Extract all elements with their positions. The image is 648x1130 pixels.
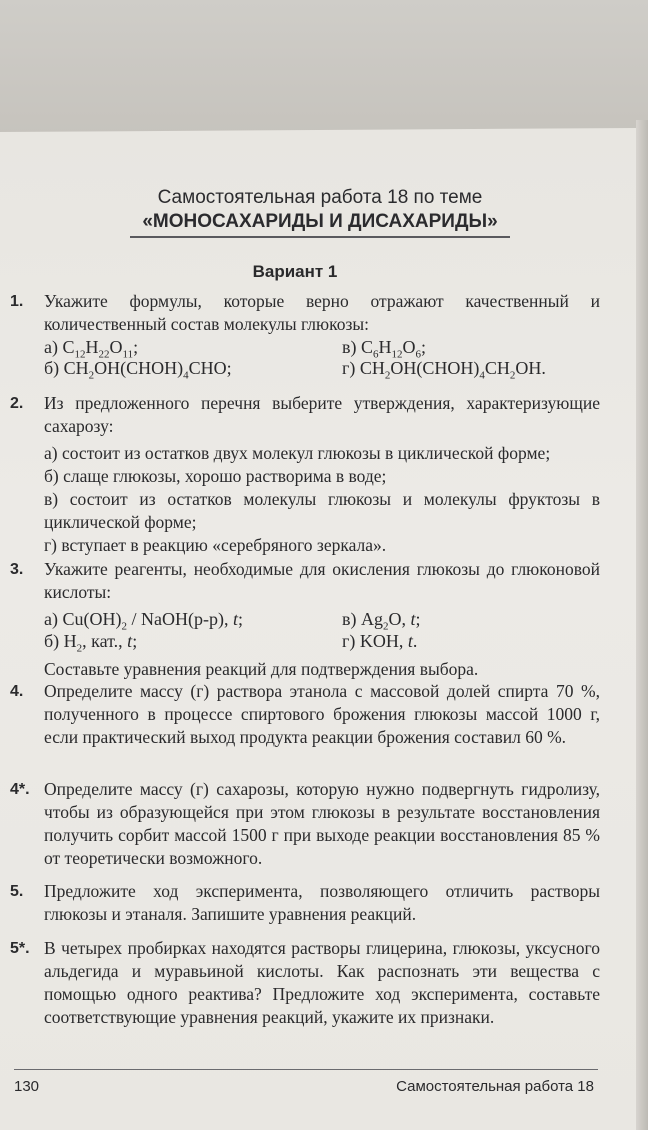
work-title: Самостоятельная работа 18 по теме xyxy=(157,187,483,208)
question-1 xyxy=(10,290,600,382)
footer-divider xyxy=(14,1069,598,1070)
question-text: Определите массу (г) раствора этанола с массовой долей спирта 70 %, полученного в процессе спиртового брожения глюкозы массой 1000 г, если практический выход продукта реакции брожения составил 60 %. xyxy=(44,681,600,747)
question-number: 5*. xyxy=(10,940,30,957)
work-topic: «МОНОСАХАРИДЫ И ДИСАХАРИДЫ» xyxy=(142,211,498,232)
statement-v: в) состоит из остатков молекулы глюкозы и молекулы фруктозы в циклической форме; xyxy=(44,489,600,532)
page-number: 130 xyxy=(14,1078,40,1095)
question-text: Укажите реагенты, необходимые для окисления глюкозы до глюконовой кислоты: xyxy=(44,559,600,602)
question-2 xyxy=(10,392,600,557)
work-header xyxy=(140,186,500,234)
statements-list xyxy=(44,442,600,557)
option-a: а) $Cu(OH)_2$ / NaOH(р-р), t; xyxy=(44,609,243,633)
question-text: В четырех пробирках находятся растворы глицерина, глюкозы, уксусного альдегида и муравьиной кислоты. Как распознать эти вещества с помощью одного реактива? Предложите ход эксперимента, составьте соответствующие уравнения реакций, укажите их признаки. xyxy=(44,938,600,1027)
option-v: в) $C_6H_{12}O_6$; xyxy=(342,337,427,361)
question-number: 5. xyxy=(10,883,24,900)
question-number: 1. xyxy=(10,293,24,310)
question-note: Составьте уравнения реакций для подтверждения выбора. xyxy=(44,659,479,679)
option-b: б) $H_2$, кат., t; xyxy=(44,631,138,655)
question-3 xyxy=(10,558,600,681)
question-5 xyxy=(10,880,600,926)
variant-title: Вариант 1 xyxy=(252,262,338,281)
option-a: а) $C_{12}H_{22}O_{11}$; xyxy=(44,337,139,361)
question-number: 3. xyxy=(10,561,24,578)
option-g: г) KOH, t. xyxy=(342,631,418,651)
question-4-star xyxy=(10,778,600,870)
background-surface xyxy=(0,0,648,135)
options-grid xyxy=(44,336,600,382)
question-number: 4*. xyxy=(10,781,30,798)
question-number: 2. xyxy=(10,395,24,412)
statement-g: г) вступает в реакцию «серебряного зеркала». xyxy=(44,535,387,555)
options-grid xyxy=(44,608,600,654)
question-text: Предложите ход эксперимента, позволяющего отличить растворы глюкозы и этаналя. Запишите уравнения реакций. xyxy=(44,881,600,924)
option-b: б) $CH_2OH(CHOH)_4CHO$; xyxy=(44,358,232,382)
question-text: Укажите формулы, которые верно отражают качественный и количественный состав молекулы глюкозы: xyxy=(44,291,600,334)
option-g: г) $CH_2OH(CHOH)_4CH_2OH$. xyxy=(342,358,546,382)
question-text: Из предложенного перечня выберите утверждения, характеризующие сахарозу: xyxy=(44,393,600,436)
question-text: Определите массу (г) сахарозы, которую нужно подвергнуть гидролизу, чтобы из образующейся при этом глюкозы в результате восстановления получить сорбит массой 1500 г при выходе реакции восстановления 85 % от теоретически возможного. xyxy=(44,779,600,868)
question-5-star xyxy=(10,937,600,1029)
page-edge xyxy=(636,120,648,1130)
question-4 xyxy=(10,680,600,749)
statement-a: а) состоит из остатков двух молекул глюкозы в циклической форме; xyxy=(44,443,551,463)
question-number: 4. xyxy=(10,683,24,700)
header-divider xyxy=(130,236,510,238)
statement-b: б) слаще глюкозы, хорошо растворима в воде; xyxy=(44,466,387,486)
option-v: в) $Ag_2O$, t; xyxy=(342,609,421,633)
running-title: Самостоятельная работа 18 xyxy=(396,1078,594,1095)
